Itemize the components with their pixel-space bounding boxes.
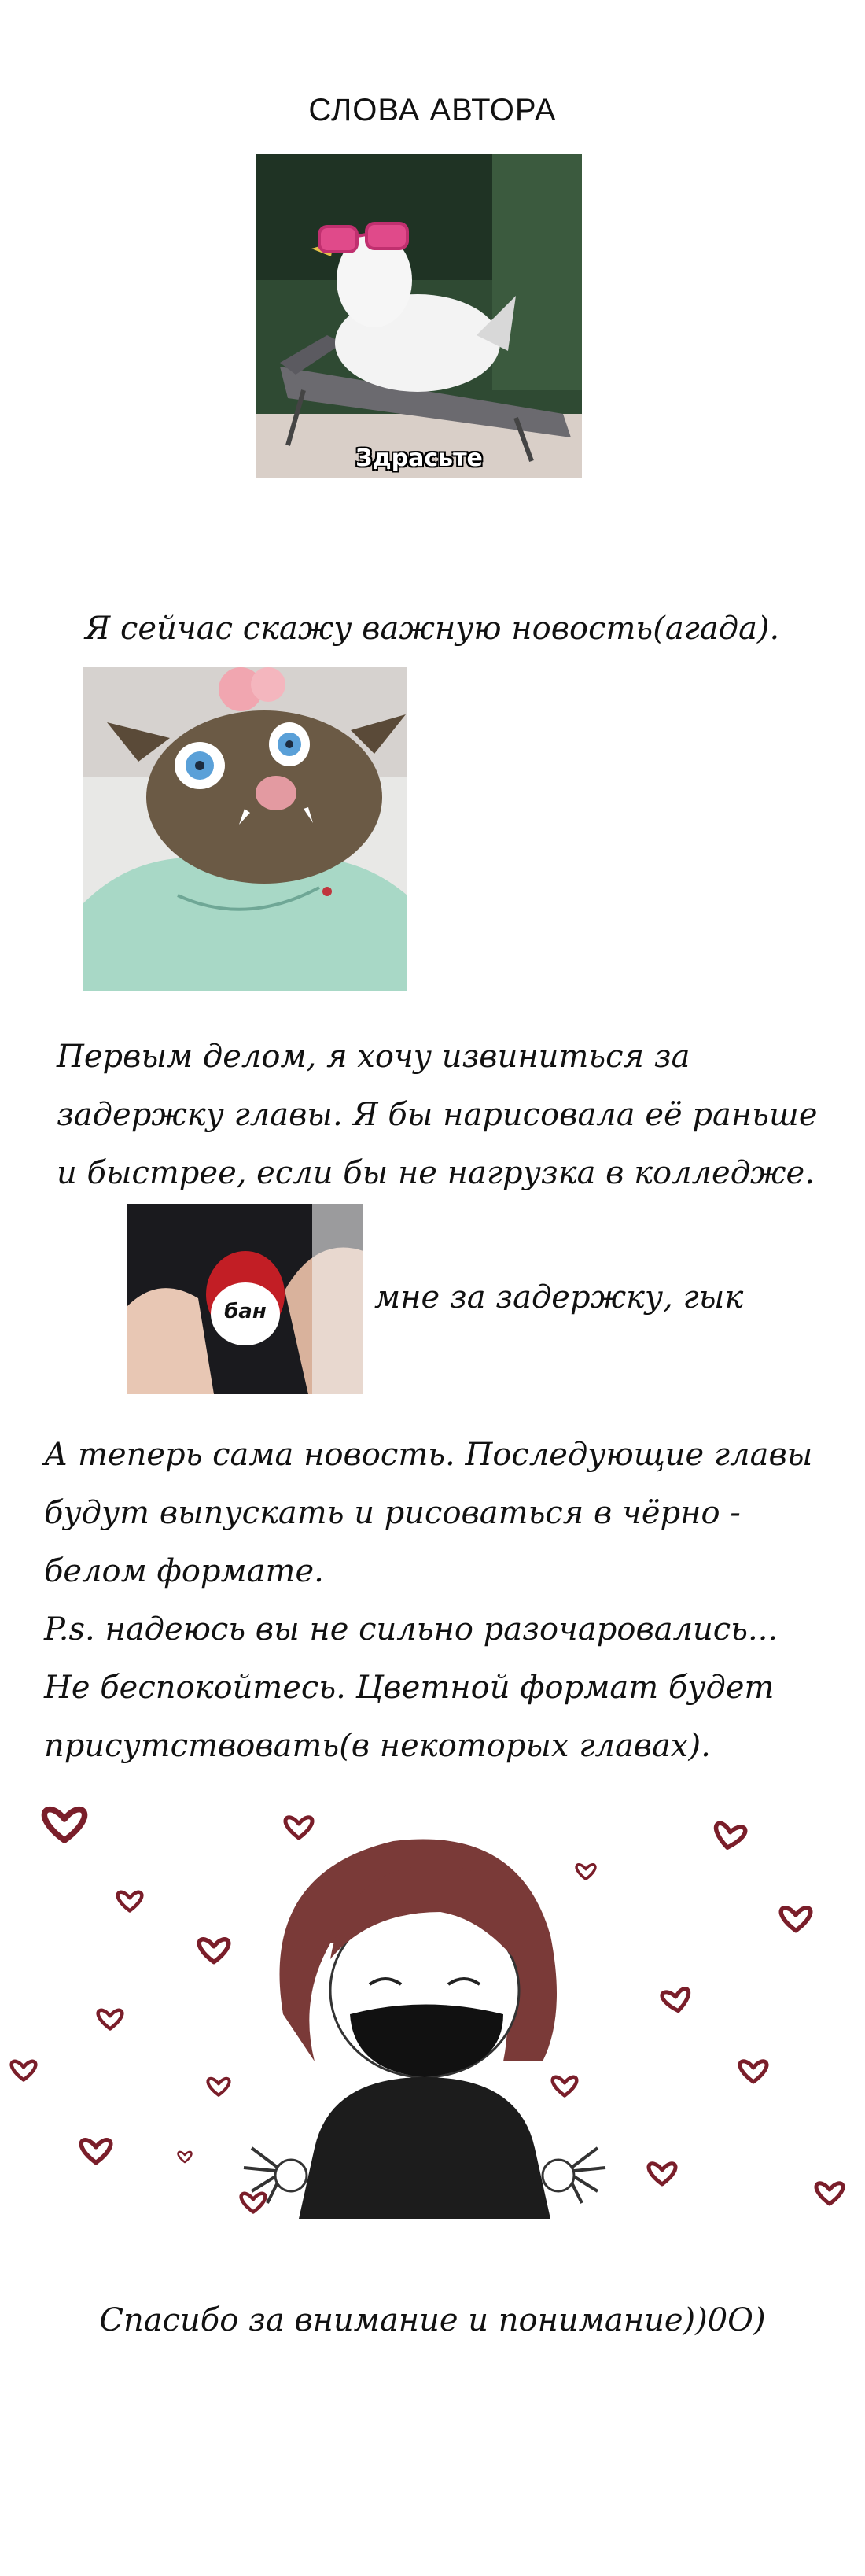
news-line: P.s. надеюсь вы не сильно разочаровались... xyxy=(44,1611,778,1648)
boar-meme-image xyxy=(83,667,407,991)
bird-meme-caption: Здрасьте xyxy=(355,445,483,472)
bird-sunglasses-icon xyxy=(256,154,582,478)
ban-meme-image xyxy=(127,1204,363,1394)
ban-ring-box-icon xyxy=(127,1204,363,1394)
news-line: Не беспокойтесь. Цветной формат будет xyxy=(44,1670,775,1706)
news-line: белом формате. xyxy=(44,1553,324,1589)
author-drawing xyxy=(0,1778,865,2250)
ban-side-text: мне за задержку, гык xyxy=(374,1279,744,1316)
thanks-text: Спасибо за внимание и понимание))0О) xyxy=(99,2302,766,2338)
news-line: А теперь сама новость. Последующие главы xyxy=(44,1437,813,1473)
boar-character-icon xyxy=(83,667,407,991)
page-title: СЛОВА АВТОРА xyxy=(308,93,557,127)
news-intro-text: Я сейчас скажу важную новость(агада). xyxy=(85,611,780,647)
apology-paragraph xyxy=(57,1028,851,1202)
apology-line: и быстрее, если бы не нагрузка в колледже. xyxy=(57,1155,815,1191)
bird-meme-image xyxy=(256,154,582,478)
apology-line: задержку главы. Я бы нарисовала её раньше xyxy=(57,1097,818,1133)
news-paragraph xyxy=(44,1426,854,1775)
news-line: присутствовать(в некоторых главах). xyxy=(44,1728,711,1764)
author-chibi-icon xyxy=(0,1778,865,2250)
news-line: будут выпускать и рисоваться в чёрно - xyxy=(44,1495,741,1531)
apology-line: Первым делом, я хочу извиниться за xyxy=(57,1039,690,1075)
ban-ring-text: бан xyxy=(224,1300,267,1323)
